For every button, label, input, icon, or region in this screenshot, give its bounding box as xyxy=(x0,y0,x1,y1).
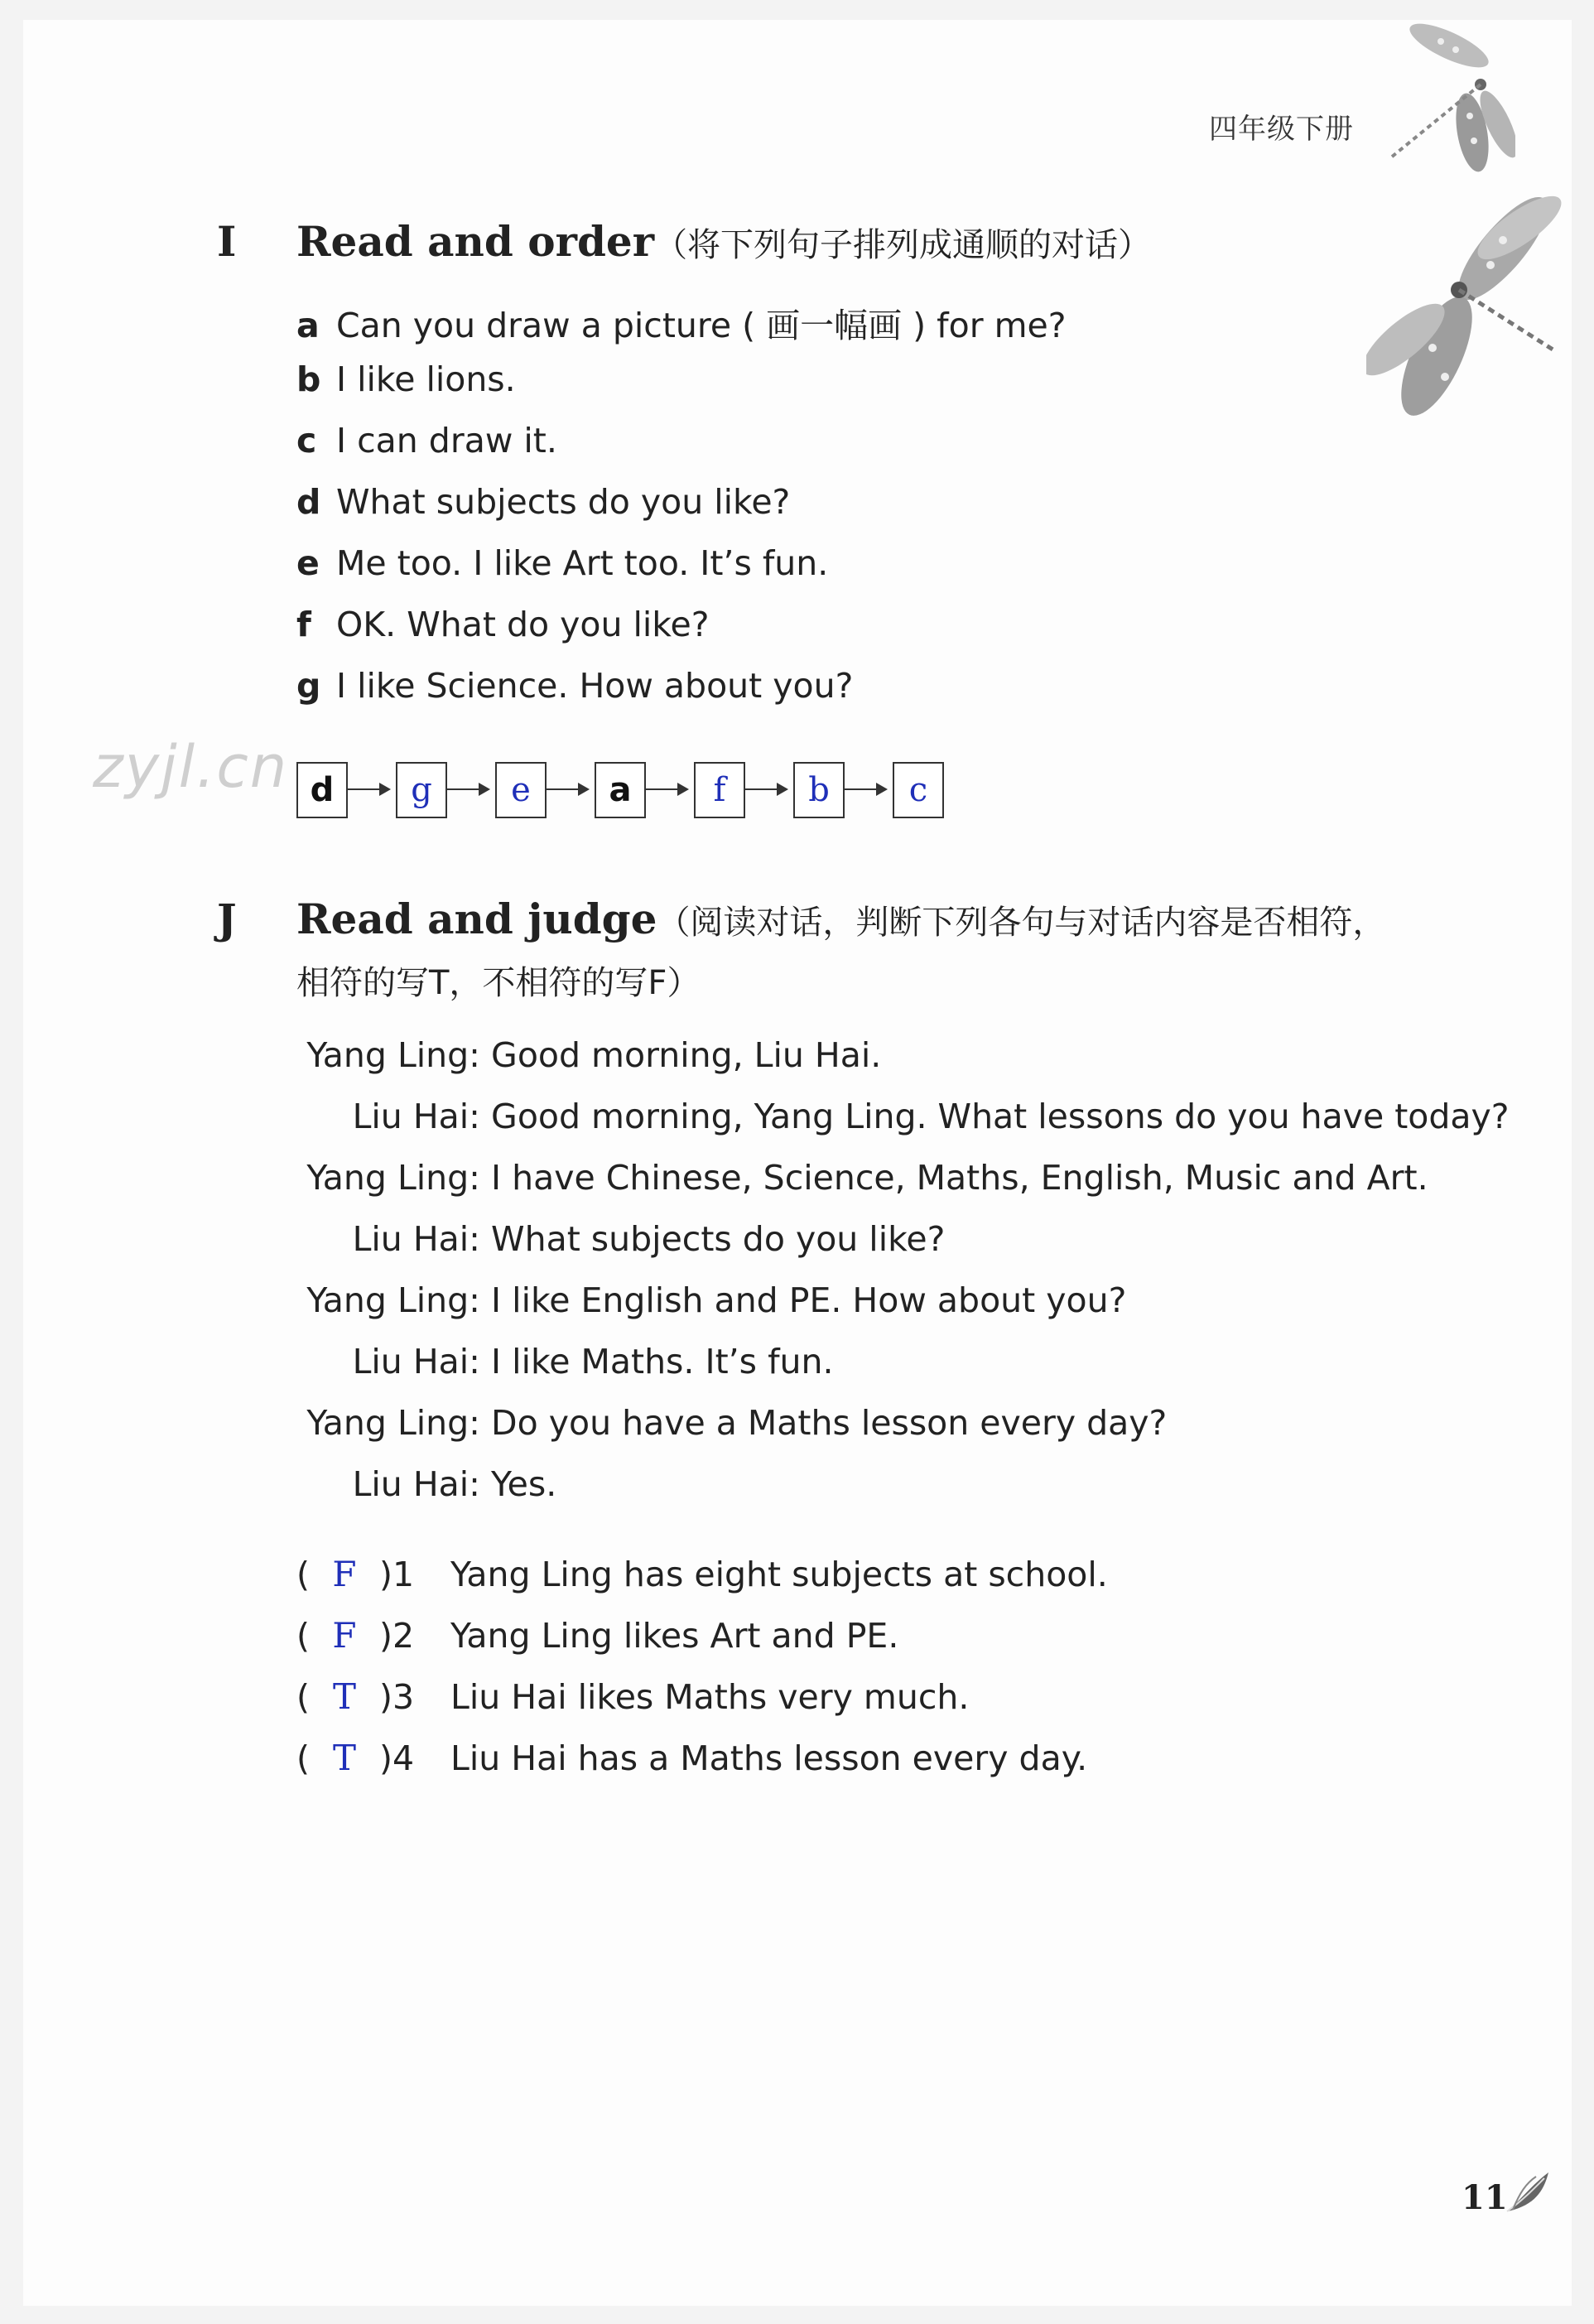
speaker: Liu Hai: xyxy=(352,1342,480,1381)
judge-answer[interactable]: T xyxy=(332,1676,356,1717)
close-paren: ) xyxy=(379,1738,392,1778)
item-text: I like lions. xyxy=(336,359,516,399)
statement-number: 4 xyxy=(392,1738,415,1778)
order-box: a xyxy=(595,762,646,818)
close-paren: ) xyxy=(379,1616,392,1656)
open-paren: ( xyxy=(296,1677,310,1717)
section-title-text: Read and order xyxy=(296,217,655,266)
item-text: I like Science. How about you? xyxy=(336,666,854,706)
dialogue-line xyxy=(296,1219,945,1259)
item-text: Can you draw a picture ( 画一幅画 ) for me? xyxy=(336,306,1067,345)
item-text: What subjects do you like? xyxy=(336,482,791,522)
speaker: Yang Ling: xyxy=(306,1158,480,1198)
item-text: OK. What do you like? xyxy=(336,605,710,644)
speaker: Yang Ling: xyxy=(306,1035,480,1075)
section-letter: J xyxy=(217,894,237,943)
list-item xyxy=(296,421,557,460)
item-text: Me too. I like Art too. It’s fun. xyxy=(336,543,829,583)
section-instruction: （将下列句子排列成通顺的对话） xyxy=(654,226,1152,264)
dialogue-line xyxy=(296,1035,881,1075)
dragonfly-icon xyxy=(1366,166,1565,431)
section-instruction: （阅读对话，判断下列各句与对话内容是否相符， xyxy=(657,904,1386,942)
arrow-icon xyxy=(845,788,886,790)
speaker: Liu Hai: xyxy=(352,1464,480,1504)
speaker: Yang Ling: xyxy=(306,1280,480,1320)
arrow-icon xyxy=(745,788,787,790)
open-paren: ( xyxy=(296,1738,310,1778)
list-item xyxy=(296,482,790,522)
close-paren: ) xyxy=(379,1555,392,1594)
judge-item xyxy=(296,1676,969,1717)
dialogue-line xyxy=(296,1342,834,1381)
order-box: d xyxy=(296,762,348,818)
dialogue-text: Good morning, Yang Ling. What lessons do you have today? xyxy=(491,1097,1510,1136)
page-number: 11 xyxy=(1462,2178,1508,2217)
item-letter: e xyxy=(296,543,320,583)
dialogue-text: Yes. xyxy=(491,1464,557,1504)
arrow-icon xyxy=(646,788,687,790)
item-letter: g xyxy=(296,666,321,706)
list-item xyxy=(296,359,516,399)
dialogue-text: I like Maths. It’s fun. xyxy=(491,1342,834,1381)
judge-item xyxy=(296,1615,898,1656)
dialogue-text: I have Chinese, Science, Maths, English, Music and Art. xyxy=(491,1158,1428,1198)
open-paren: ( xyxy=(296,1616,310,1656)
judge-item xyxy=(296,1554,1108,1594)
item-letter: c xyxy=(296,421,317,460)
order-box-answer[interactable]: e xyxy=(495,762,547,818)
statement-number: 1 xyxy=(392,1555,415,1594)
statement-number: 3 xyxy=(392,1677,415,1717)
leaf-icon xyxy=(1503,2168,1553,2218)
dialogue-line xyxy=(296,1097,1510,1136)
judge-answer[interactable]: F xyxy=(332,1554,357,1594)
speaker: Yang Ling: xyxy=(306,1403,480,1443)
grade-label: 四年级下册 xyxy=(1209,113,1354,146)
order-box-answer[interactable]: g xyxy=(396,762,447,818)
judge-item xyxy=(296,1738,1087,1778)
speaker: Liu Hai: xyxy=(352,1097,480,1136)
list-item xyxy=(296,543,828,583)
item-letter: d xyxy=(296,482,321,522)
watermark: zyjl.cn xyxy=(93,733,289,801)
dialogue-line xyxy=(296,1403,1167,1443)
dragonfly-icon xyxy=(1375,17,1515,182)
order-box-answer[interactable]: c xyxy=(893,762,944,818)
list-item xyxy=(296,298,1067,347)
dialogue-text: I like English and PE. How about you? xyxy=(491,1280,1127,1320)
section-title xyxy=(296,217,1151,266)
section-title xyxy=(296,894,1385,943)
statement-number: 2 xyxy=(392,1616,415,1656)
section-title-text: Read and judge xyxy=(296,894,657,943)
statement-text: Yang Ling likes Art and PE. xyxy=(450,1616,899,1656)
arrow-icon xyxy=(447,788,489,790)
item-letter: f xyxy=(296,605,311,644)
item-letter: b xyxy=(296,359,321,399)
order-box-answer[interactable]: b xyxy=(793,762,845,818)
order-box-answer[interactable]: f xyxy=(694,762,745,818)
statement-text: Yang Ling has eight subjects at school. xyxy=(450,1555,1108,1594)
list-item xyxy=(296,666,853,706)
dialogue-text: What subjects do you like? xyxy=(491,1219,946,1259)
dialogue-line xyxy=(296,1158,1428,1198)
item-letter: a xyxy=(296,306,320,345)
judge-answer[interactable]: T xyxy=(332,1738,356,1778)
judge-answer[interactable]: F xyxy=(332,1615,357,1656)
dialogue-line xyxy=(296,1280,1126,1320)
item-text: I can draw it. xyxy=(336,421,557,460)
speaker: Liu Hai: xyxy=(352,1219,480,1259)
dialogue-text: Do you have a Maths lesson every day? xyxy=(491,1403,1168,1443)
section-letter: I xyxy=(217,217,237,266)
close-paren: ) xyxy=(379,1677,392,1717)
list-item xyxy=(296,605,710,644)
arrow-icon xyxy=(547,788,588,790)
dialogue-line xyxy=(296,1464,556,1504)
arrow-icon xyxy=(348,788,389,790)
open-paren: ( xyxy=(296,1555,310,1594)
statement-text: Liu Hai likes Maths very much. xyxy=(450,1677,970,1717)
section-instruction-line2: 相符的写T，不相符的写F） xyxy=(296,964,701,1002)
dialogue-text: Good morning, Liu Hai. xyxy=(491,1035,882,1075)
statement-text: Liu Hai has a Maths lesson every day. xyxy=(450,1738,1088,1778)
